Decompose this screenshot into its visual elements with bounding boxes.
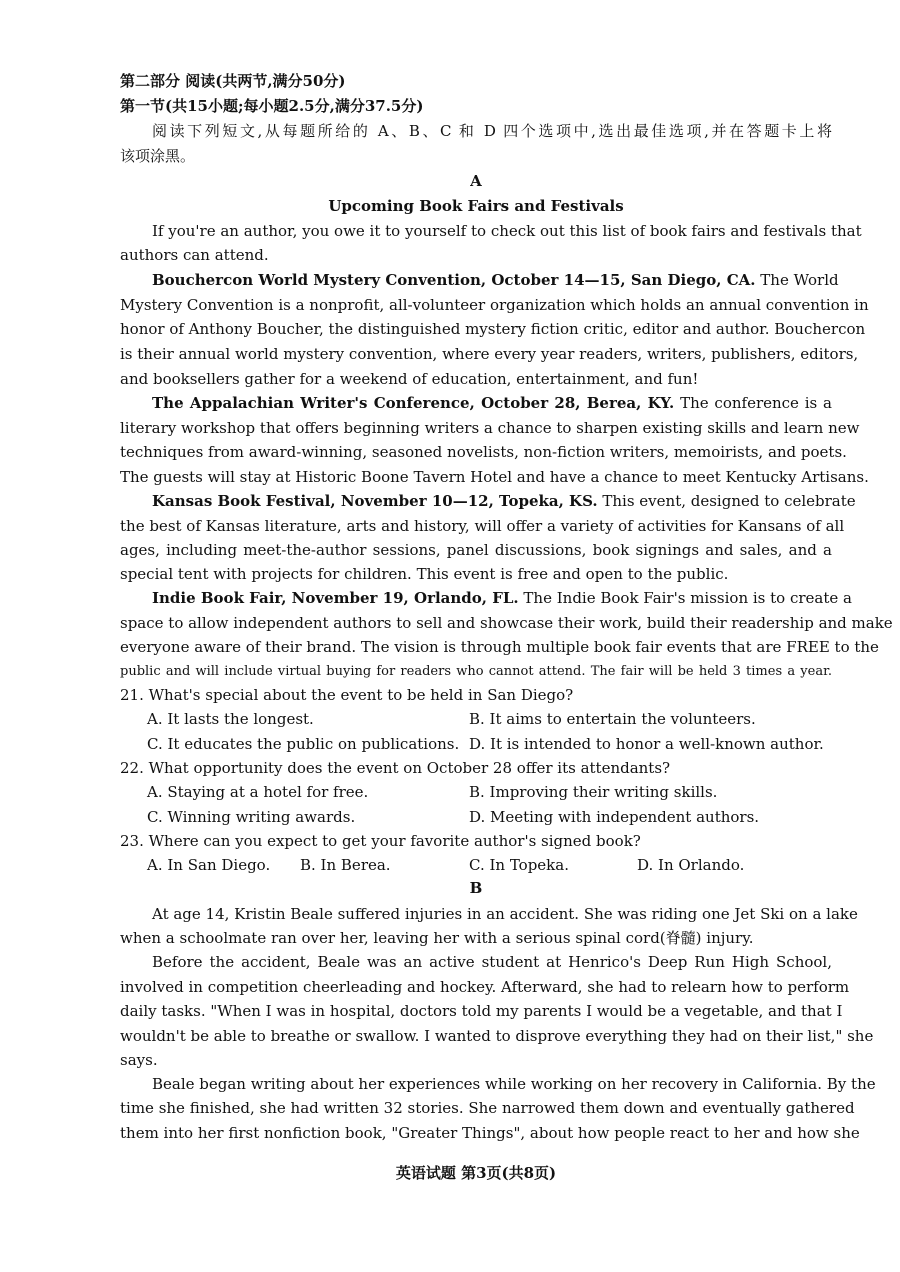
- indie-first-line: [152, 589, 852, 607]
- passage-b-p2-line: says.: [120, 1051, 158, 1069]
- bouchercon-heading: Bouchercon World Mystery Convention, October 14—15, San Diego, CA.: [152, 271, 756, 289]
- instructions-line-2: 该项涂黑。: [120, 147, 196, 165]
- indie-heading: Indie Book Fair, November 19, Orlando, FL.: [152, 589, 519, 607]
- q23-option-b: B. In Berea.: [300, 856, 391, 874]
- passage-b-p2-line: Before the accident, Beale was an active student at Henrico's Deep Run High School,: [152, 953, 832, 971]
- kansas-heading: Kansas Book Festival, November 10—12, Topeka, KS.: [152, 492, 598, 510]
- appalachian-first-line: [152, 394, 832, 412]
- passage-a-letter: A: [470, 172, 482, 190]
- indie-first-rest: The Indie Book Fair's mission is to create a: [518, 589, 852, 607]
- indie-line: everyone aware of their brand. The vision is through multiple book fair events that are FREE to the: [120, 638, 879, 656]
- q21-option-a: A. It lasts the longest.: [147, 710, 314, 728]
- q23-stem: 23. Where can you expect to get your favorite author's signed book?: [120, 832, 641, 850]
- bouchercon-line: and booksellers gather for a weekend of education, entertainment, and fun!: [120, 370, 699, 388]
- intro-line-2: authors can attend.: [120, 246, 269, 264]
- q21-option-b: B. It aims to entertain the volunteers.: [469, 710, 756, 728]
- page-footer: 英语试题 第3页(共8页): [395, 1164, 557, 1182]
- intro-line-1: If you're an author, you owe it to yourself to check out this list of book fairs and festivals that: [152, 222, 862, 240]
- passage-a-title: Upcoming Book Fairs and Festivals: [328, 197, 624, 215]
- passage-b-p2-line: wouldn't be able to breathe or swallow. I wanted to disprove everything they had on their list," she: [120, 1027, 874, 1045]
- appalachian-line: literary workshop that offers beginning writers a chance to sharpen existing skills and learn new: [120, 419, 860, 437]
- appalachian-line: techniques from award-winning, seasoned novelists, non-fiction writers, memoirists, and poets.: [120, 443, 847, 461]
- bouchercon-line: Mystery Convention is a nonprofit, all-volunteer organization which holds an annual convention in: [120, 296, 869, 314]
- q23-option-c: C. In Topeka.: [469, 856, 569, 874]
- instructions-line-1: 阅读下列短文,从每题所给的 A、B、C 和 D 四个选项中,选出最佳选项,并在答题卡上将: [152, 122, 832, 140]
- q21-stem: 21. What's special about the event to be held in San Diego?: [120, 686, 574, 704]
- passage-b-p3-line: Beale began writing about her experiences while working on her recovery in California. By the: [152, 1075, 876, 1093]
- q23-option-a: A. In San Diego.: [147, 856, 271, 874]
- bouchercon-first-rest: The World: [755, 271, 839, 289]
- q23-option-d: D. In Orlando.: [637, 856, 745, 874]
- indie-line: space to allow independent authors to sell and showcase their work, build their readership and make: [120, 614, 893, 632]
- kansas-first-line: [152, 492, 856, 510]
- part-heading: 第二部分 阅读(共两节,满分50分): [120, 72, 346, 90]
- q22-option-c: C. Winning writing awards.: [147, 808, 356, 826]
- kansas-line: special tent with projects for children. This event is free and open to the public.: [120, 565, 729, 583]
- bouchercon-line: honor of Anthony Boucher, the distinguished mystery fiction critic, editor and author. Bouchercon: [120, 320, 866, 338]
- q22-option-a: A. Staying at a hotel for free.: [147, 783, 369, 801]
- q22-option-d: D. Meeting with independent authors.: [469, 808, 760, 826]
- section-heading: 第一节(共15小题;每小题2.5分,满分37.5分): [120, 97, 424, 115]
- indie-line: public and will include virtual buying for readers who cannot attend. The fair will be held 3 times a year.: [120, 664, 832, 679]
- q22-option-b: B. Improving their writing skills.: [469, 783, 718, 801]
- kansas-line: ages, including meet-the-author sessions, panel discussions, book signings and sales, and a: [120, 541, 832, 559]
- passage-b-p3-line: them into her first nonfiction book, "Greater Things", about how people react to her and how she: [120, 1124, 860, 1142]
- appalachian-heading: The Appalachian Writer's Conference, October 28, Berea, KY.: [152, 394, 675, 412]
- passage-b-p1-line: At age 14, Kristin Beale suffered injuries in an accident. She was riding one Jet Ski on a lake: [152, 905, 858, 923]
- bouchercon-line: is their annual world mystery convention, where every year readers, writers, publishers, editors,: [120, 345, 859, 363]
- passage-b-p3-line: time she finished, she had written 32 stories. She narrowed them down and eventually gathered: [120, 1099, 855, 1117]
- q21-option-c: C. It educates the public on publications.: [147, 735, 460, 753]
- appalachian-line: The guests will stay at Historic Boone Tavern Hotel and have a chance to meet Kentucky Artisans.: [120, 468, 869, 486]
- passage-b-letter: B: [469, 879, 483, 897]
- kansas-first-rest: This event, designed to celebrate: [597, 492, 856, 510]
- q22-stem: 22. What opportunity does the event on October 28 offer its attendants?: [120, 759, 671, 777]
- q21-option-d: D. It is intended to honor a well-known author.: [469, 735, 824, 753]
- bouchercon-first-line: [152, 271, 839, 289]
- kansas-line: the best of Kansas literature, arts and history, will offer a variety of activities for Kansans of all: [120, 517, 845, 535]
- appalachian-first-rest: The conference is a: [674, 394, 832, 412]
- passage-b-p1-line: when a schoolmate ran over her, leaving her with a serious spinal cord(脊髓) injury.: [120, 929, 754, 947]
- passage-b-p2-line: daily tasks. "When I was in hospital, doctors told my parents I would be a vegetable, and that I: [120, 1002, 843, 1020]
- passage-b-p2-line: involved in competition cheerleading and hockey. Afterward, she had to relearn how to perform: [120, 978, 850, 996]
